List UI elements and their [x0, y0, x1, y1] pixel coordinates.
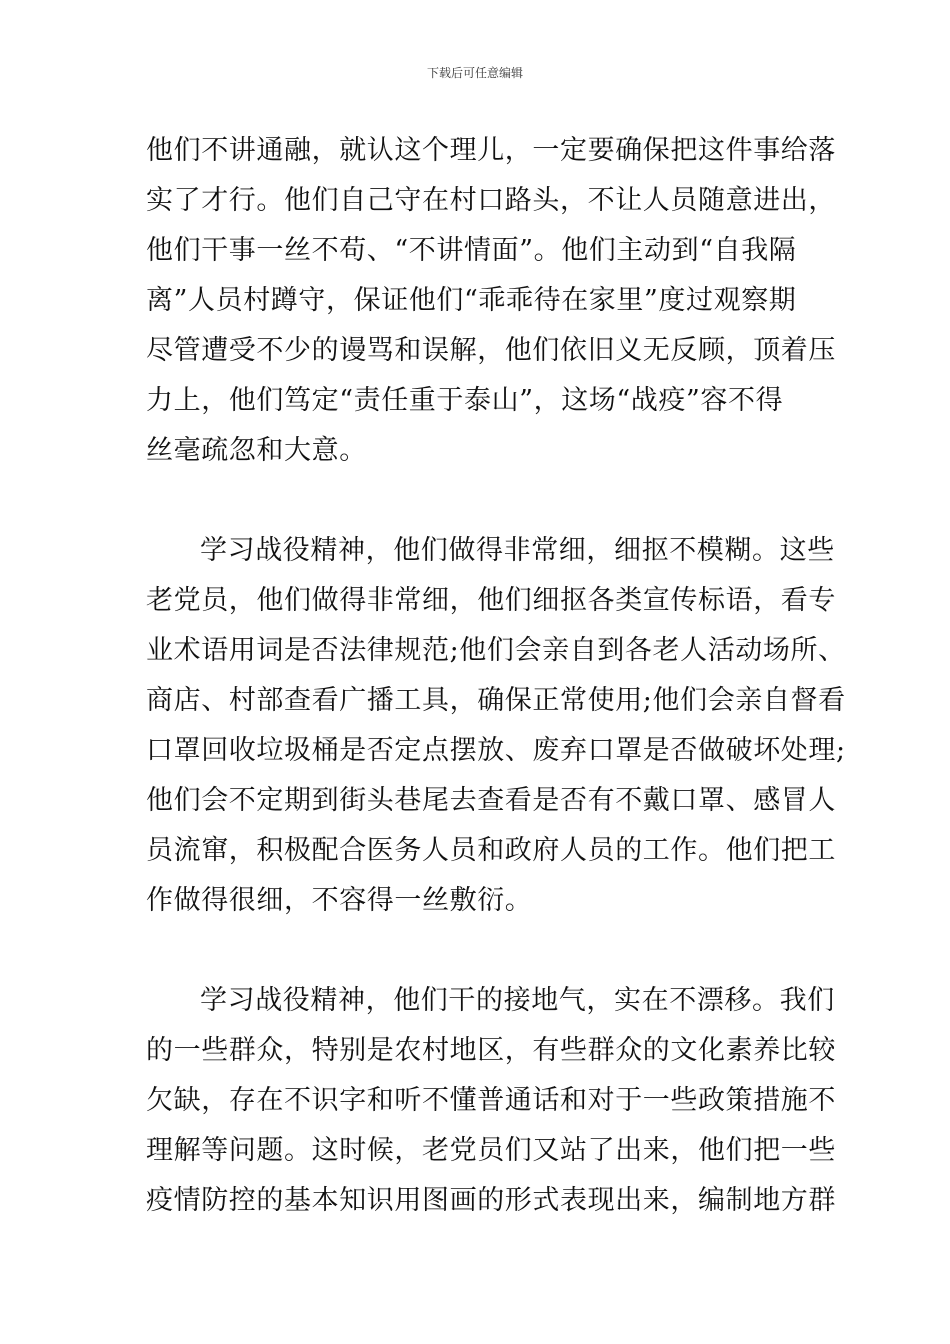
- page-header: 下载后可任意编辑: [426, 66, 523, 80]
- text-line: 他们干事一丝不苟、“不讲情面”。他们主动到“自我隔: [146, 235, 797, 266]
- paragraph-1: [146, 126, 836, 476]
- text-line: 的一些群众，特别是农村地区，有些群众的文化素养比较: [146, 1035, 836, 1066]
- text-line: 业术语用词是否法律规范;他们会亲自到各老人活动场所、: [146, 635, 846, 666]
- text-line: 口罩回收垃圾桶是否定点摆放、废弃口罩是否做破坏处理;: [146, 735, 846, 766]
- text-line: 商店、村部查看广播工具，确保正常使用;他们会亲自督看: [146, 685, 846, 716]
- text-line: 丝毫疏忽和大意。: [146, 435, 367, 466]
- text-line: 他们不讲通融，就认这个理儿，一定要确保把这件事给落: [146, 135, 836, 166]
- text-line: 欠缺，存在不识字和听不懂普通话和对于一些政策措施不: [146, 1085, 836, 1116]
- text-line: 学习战役精神，他们干的接地气，实在不漂移。我们: [200, 985, 835, 1016]
- text-line: 实了才行。他们自己守在村口路头，不让人员随意进出，: [146, 185, 836, 216]
- text-line: 离”人员村蹲守，保证他们“乖乖待在家里”度过观察期: [146, 285, 797, 316]
- document-body: [146, 126, 846, 1226]
- paragraph-2: [146, 526, 846, 926]
- text-line: 他们会不定期到街头巷尾去查看是否有不戴口罩、感冒人: [146, 785, 836, 816]
- text-line: 老党员，他们做得非常细，他们细抠各类宣传标语，看专: [146, 585, 836, 616]
- text-line: 员流窜，积极配合医务人员和政府人员的工作。他们把工: [146, 835, 836, 866]
- text-line: 疫情防控的基本知识用图画的形式表现出来，编制地方群: [146, 1185, 836, 1216]
- paragraph-3: [146, 976, 836, 1226]
- text-line: 理解等问题。这时候，老党员们又站了出来，他们把一些: [146, 1135, 836, 1166]
- text-line: 力上，他们笃定“责任重于泰山”，这场“战疫”容不得: [146, 385, 784, 416]
- text-line: 学习战役精神，他们做得非常细，细抠不模糊。这些: [200, 535, 835, 566]
- text-line: 作做得很细，不容得一丝敷衍。: [146, 885, 533, 916]
- text-line: 尽管遭受不少的谩骂和误解，他们依旧义无反顾，顶着压: [146, 335, 836, 366]
